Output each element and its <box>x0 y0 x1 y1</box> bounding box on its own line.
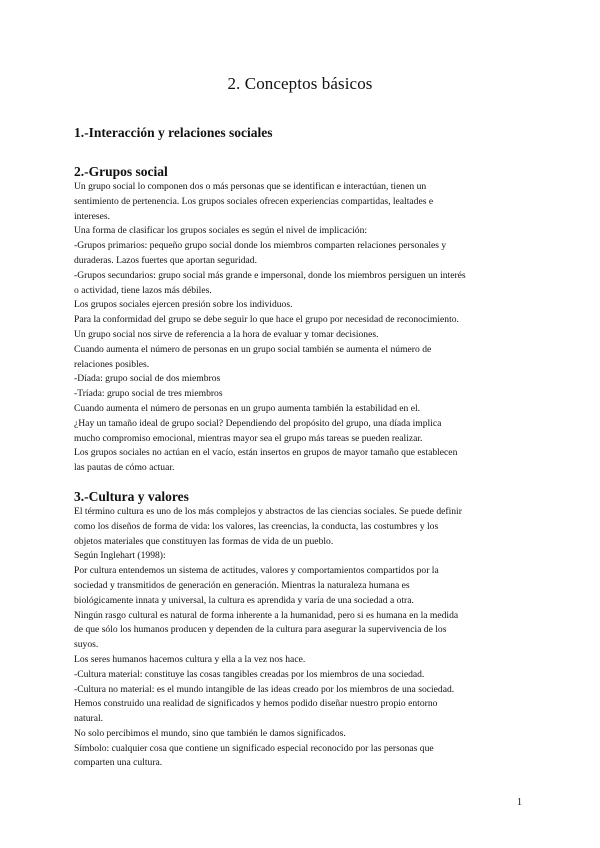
text-line: El término cultura es uno de los más complejos y abstractos de las ciencias sociales. Se puede definir <box>74 505 462 517</box>
text-line: ¿Hay un tamaño ideal de grupo social? Dependiendo del propósito del grupo, una díada implica <box>74 417 442 429</box>
text-line: o actividad, tiene lazos más débiles. <box>74 284 212 296</box>
text-line: Hemos construido una realidad de significados y hemos podido diseñar nuestro propio entorno <box>74 698 438 710</box>
page-number: 1 <box>517 797 522 808</box>
text-line: mucho compromiso emocional, mientras mayor sea el grupo más tareas se pueden realizar. <box>74 432 423 444</box>
text-line: sentimiento de pertenencia. Los grupos sociales ofrecen experiencias compartidas, lealtades e <box>74 195 434 207</box>
text-line: Los grupos sociales no actúan en el vacío, están insertos en grupos de mayor tamaño que establecen <box>74 447 458 459</box>
section-heading-cultura: 3.-Cultura y valores <box>74 488 189 504</box>
text-line: intereses. <box>74 210 110 222</box>
document-title: 2. Conceptos básicos <box>227 74 373 93</box>
text-line: -Cultura no material: es el mundo intangible de las ideas creado por los miembros de una sociedad. <box>74 683 455 695</box>
text-line: Por cultura entendemos un sistema de actitudes, valores y comportamientos compartidos por la <box>74 565 439 577</box>
text-line: sociedad y transmitidos de generación en generación. Mientras la naturaleza humana es <box>74 579 410 591</box>
section-body-cultura <box>74 505 530 771</box>
text-line: biológicamente innata y universal, la cultura es aprendida y varía de una sociedad a otra. <box>74 594 414 606</box>
text-line: Los grupos sociales ejercen presión sobre los individuos. <box>74 299 293 311</box>
text-line: Un grupo social lo componen dos o más personas que se identifican e interactúan, tienen un <box>74 181 427 192</box>
text-line: natural. <box>74 713 104 725</box>
text-line: -Tríada: grupo social de tres miembros <box>74 388 223 400</box>
section-heading-interaccion: 1.-Interacción y relaciones sociales <box>74 125 273 140</box>
section-spacer <box>74 476 530 489</box>
text-line: Símbolo: cualquier cosa que contiene un significado especial reconocido por las personas que <box>74 742 434 754</box>
text-line: comparten una cultura. <box>74 757 163 769</box>
document-body <box>74 124 530 771</box>
section-body-grupos <box>74 180 530 476</box>
text-line: Cuando aumenta el número de personas en un grupo social también se aumenta el número de <box>74 343 432 355</box>
text-line: Según Inglehart (1998): <box>74 550 166 562</box>
text-line: -Díada: grupo social de dos miembros <box>74 373 221 385</box>
text-line: -Grupos secundarios: grupo social más grande e impersonal, donde los miembros persiguen un interés <box>74 269 466 281</box>
section-heading-grupos: 2.-Grupos social <box>74 164 168 179</box>
text-line: -Grupos primarios: pequeño grupo social donde los miembros comparten relaciones personales y <box>74 240 447 252</box>
text-line: No solo percibimos el mundo, sino que también le damos significados. <box>74 727 346 739</box>
text-line: relaciones posibles. <box>74 358 150 370</box>
text-line: Cuando aumenta el número de personas en un grupo aumenta también la estabilidad en el. <box>74 402 421 414</box>
text-line: -Cultura material: constituye las cosas tangibles creadas por los miembros de una sociedad. <box>74 668 425 680</box>
text-line: como los diseños de forma de vida: los valores, las creencias, la conducta, las costumbres y los <box>74 520 439 532</box>
text-line: Un grupo social nos sirve de referencia a la hora de evaluar y tomar decisiones. <box>74 328 379 340</box>
text-line: Para la conformidad del grupo se debe seguir lo que hace el grupo por necesidad de reconocimiento. <box>74 314 459 326</box>
text-line: de que sólo los humanos producen y dependen de la cultura para asegurar la supervivencia de los <box>74 624 447 636</box>
text-line: duraderas. Lazos fuertes que aportan seguridad. <box>74 254 258 266</box>
text-line: objetos materiales que constituyen las formas de vida de un pueblo. <box>74 535 334 547</box>
text-line: Los seres humanos hacemos cultura y ella a la vez nos hace. <box>74 653 306 665</box>
text-line: Una forma de clasificar los grupos sociales es según el nivel de implicación: <box>74 225 368 237</box>
text-line: las pautas de cómo actuar. <box>74 462 175 474</box>
text-line: Ningún rasgo cultural es natural de forma inherente a la humanidad, pero si es humana en la medida <box>74 609 459 621</box>
text-line: suyos. <box>74 639 99 651</box>
